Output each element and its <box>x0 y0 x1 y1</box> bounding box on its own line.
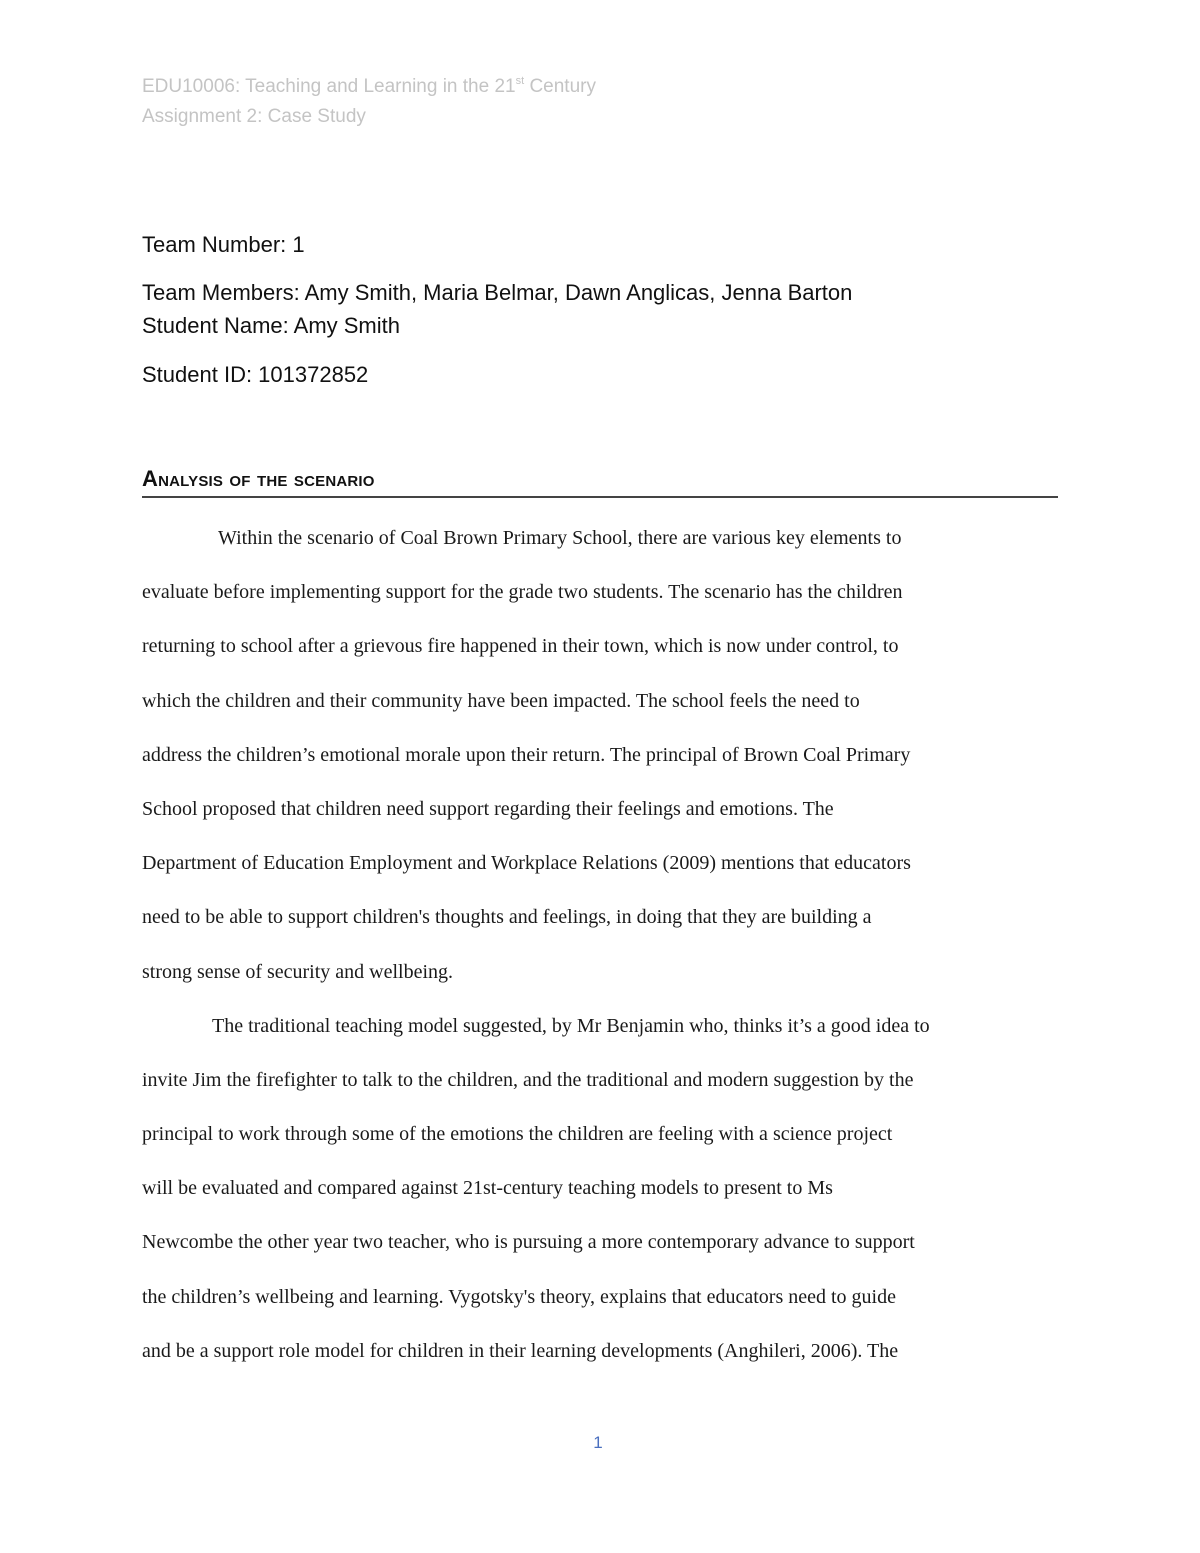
body-line: need to be able to support children's thoughts and feelings, in doing that they are building a <box>142 906 872 929</box>
course-title-superscript: st <box>515 74 525 87</box>
team-members: Team Members: Amy Smith, Maria Belmar, Dawn Anglicas, Jenna Barton <box>142 280 853 305</box>
body-line: The traditional teaching model suggested, by Mr Benjamin who, thinks it’s a good idea to <box>212 1014 930 1037</box>
course-title-prefix: EDU10006: Teaching and Learning in the 21 <box>142 76 516 97</box>
team-number: Team Number: 1 <box>142 232 305 257</box>
body-line: Within the scenario of Coal Brown Primary School, there are various key elements to <box>218 527 902 549</box>
body-line: School proposed that children need support regarding their feelings and emotions. The <box>142 797 834 820</box>
body-line: principal to work through some of the emotions the children are feeling with a science project <box>142 1123 893 1146</box>
body-text <box>142 511 1062 1378</box>
body-line: strong sense of security and wellbeing. <box>142 960 454 983</box>
body-line: will be evaluated and compared against 21st-century teaching models to present to Ms <box>142 1177 833 1200</box>
assignment-title: Assignment 2: Case Study <box>142 106 366 127</box>
course-title <box>142 72 596 102</box>
body-line: invite Jim the firefighter to talk to the children, and the traditional and modern suggestion by the <box>142 1068 914 1091</box>
page-number: 1 <box>593 1433 603 1452</box>
page-header <box>142 72 596 132</box>
body-line: the children’s wellbeing and learning. Vygotsky's theory, explains that educators need to guide <box>142 1285 896 1308</box>
student-id: Student ID: 101372852 <box>142 362 369 387</box>
body-line: Newcombe the other year two teacher, who is pursuing a more contemporary advance to support <box>142 1231 915 1254</box>
section-heading: Analysis of the scenario <box>142 466 1058 498</box>
body-line: address the children’s emotional morale upon their return. The principal of Brown Coal Primary <box>142 743 911 766</box>
student-info <box>142 228 852 391</box>
body-line: evaluate before implementing support for the grade two students. The scenario has the children <box>142 581 903 604</box>
student-name: Student Name: Amy Smith <box>142 313 400 338</box>
body-line: returning to school after a grievous fire happened in their town, which is now under control, to <box>142 635 899 658</box>
body-line: Department of Education Employment and Workplace Relations (2009) mentions that educators <box>142 852 911 875</box>
body-line: which the children and their community have been impacted. The school feels the need to <box>142 689 860 712</box>
body-line: and be a support role model for children in their learning developments (Anghileri, 2006). The <box>142 1339 899 1362</box>
course-title-suffix: Century <box>524 76 596 97</box>
